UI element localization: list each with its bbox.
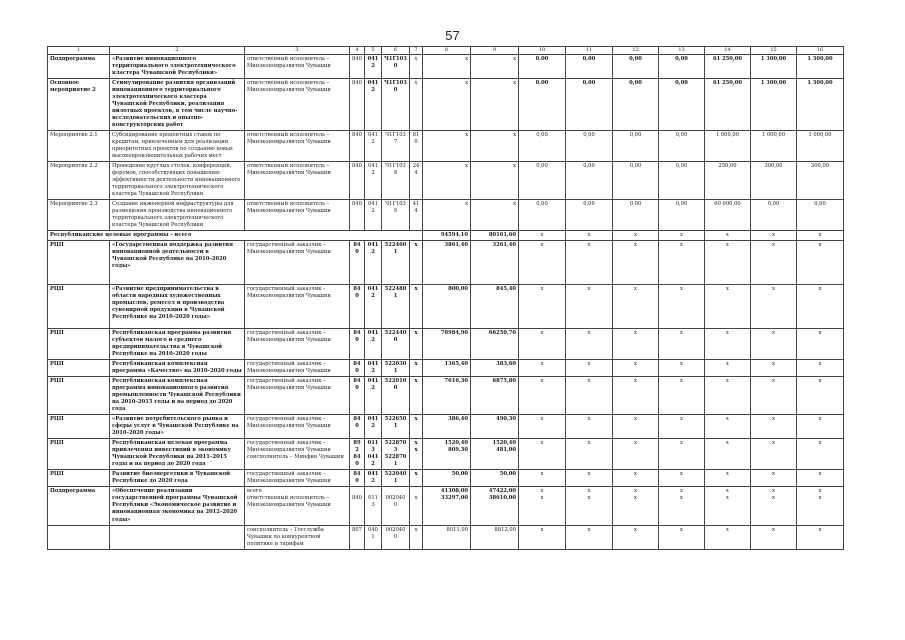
cell: 840: [350, 241, 365, 285]
cell: 0401: [365, 525, 382, 549]
table-row: [48, 525, 844, 549]
cell: х: [613, 285, 659, 329]
cell: х х: [659, 487, 705, 525]
cell: 0,00: [566, 130, 613, 161]
table-row: [48, 78, 844, 130]
cell: 80161,60: [471, 231, 519, 241]
cell: 5224601: [382, 241, 410, 285]
cell: х: [410, 285, 423, 329]
cell: х: [410, 415, 423, 439]
cell: 61 250,00: [705, 54, 751, 78]
cell: 47422,00 38610,00: [471, 487, 519, 525]
cell: 840: [350, 415, 365, 439]
cell: 1 300,00: [797, 78, 844, 130]
cell: 0,00: [566, 161, 613, 199]
cell: 94594,10: [423, 231, 471, 241]
cell: Республиканская комплексная программа инновационного развития промышленности Чувашской Республики на 2010–2015 годы и на период до 2020 года: [110, 377, 245, 415]
cell: 1520,40 481,00: [471, 439, 519, 470]
column-number-9: 9: [471, 47, 519, 55]
cell: Субсидирование процентных ставок по кредитам, привлеченным для реализации приоритетных проектов по созданию новых высокопроизводительных рабочих мест: [110, 130, 245, 161]
cell: 840: [350, 470, 365, 487]
cell: х: [519, 360, 566, 377]
cell: х: [613, 329, 659, 360]
cell: х: [519, 285, 566, 329]
cell: РЦП: [48, 329, 110, 360]
cell: 0,00: [519, 161, 566, 199]
cell: х: [659, 285, 705, 329]
cell: х: [410, 241, 423, 285]
cell: Республиканская программа развития субъектов малого и среднего предпринимательства в Чувашской Республике на 2010–2020 годы: [110, 329, 245, 360]
cell: х: [797, 470, 844, 487]
cell: 0,00: [566, 54, 613, 78]
cell: 840: [350, 285, 365, 329]
cell: 490,30: [471, 415, 519, 439]
cell: х х: [519, 487, 566, 525]
cell: 0412: [365, 360, 382, 377]
table-body: [48, 47, 844, 550]
cell: х: [423, 130, 471, 161]
cell: х: [797, 415, 844, 439]
cell: 1365,40: [423, 360, 471, 377]
cell: х: [566, 377, 613, 415]
cell: 0412: [365, 78, 382, 130]
cell: 0,00: [613, 161, 659, 199]
cell: 1 000,00: [797, 130, 844, 161]
cell: х: [797, 439, 844, 470]
cell: 0020400: [382, 525, 410, 549]
cell: х: [613, 470, 659, 487]
cell: х: [659, 360, 705, 377]
table-row: [48, 231, 844, 241]
cell: х: [797, 329, 844, 360]
cell: 78984,90: [423, 329, 471, 360]
cell: х: [613, 231, 659, 241]
cell: 0,00: [659, 54, 705, 78]
cell: Проведение круглых столов, конференций, форумов, способствующих повышению эффективности деятельности инновационного территориального электротехнического кластера Чувашской Республики: [110, 161, 245, 199]
cell: 0412: [365, 470, 382, 487]
cell: 0,00: [613, 78, 659, 130]
cell: Республиканская целевая программа привлечения инвестиций в экономику Чувашской Республики на 2011–2015 годы и на период до 2020 года: [110, 439, 245, 470]
cell: х: [566, 329, 613, 360]
cell: 0412: [365, 241, 382, 285]
cell: 800,00: [423, 285, 471, 329]
cell: Мероприятие 2.1: [48, 130, 110, 161]
cell: х: [705, 360, 751, 377]
cell: х: [410, 377, 423, 415]
cell: х: [423, 161, 471, 199]
cell: 0412: [365, 285, 382, 329]
cell: 840: [350, 54, 365, 78]
cell: 0,00: [519, 200, 566, 231]
cell: ответственный исполнитель – Минэкономразвития Чувашии: [245, 54, 350, 78]
cell: х: [705, 415, 751, 439]
column-number-10: 10: [519, 47, 566, 55]
cell: х: [519, 470, 566, 487]
cell: 807: [350, 525, 365, 549]
cell: «Развитие инновационного территориального электротехнического кластера Чувашской Республики»: [110, 54, 245, 78]
cell: 0113 0412: [365, 439, 382, 470]
column-number-16: 16: [797, 47, 844, 55]
cell: 0,00: [659, 161, 705, 199]
cell: х: [519, 329, 566, 360]
cell: х: [566, 525, 613, 549]
cell: х: [705, 470, 751, 487]
cell: государственный заказчик – Минэкономразвития Чувашии: [245, 470, 350, 487]
cell: 845,40: [471, 285, 519, 329]
cell: 300,00: [797, 161, 844, 199]
cell: х: [613, 439, 659, 470]
column-number-7: 7: [410, 47, 423, 55]
cell: х: [423, 54, 471, 78]
header-row: [48, 47, 844, 55]
cell: х: [519, 439, 566, 470]
cell: 810: [410, 130, 423, 161]
cell: 1 000,00: [751, 130, 797, 161]
cell: ответственный исполнитель – Минэкономразвития Чувашии: [245, 78, 350, 130]
cell: 840: [350, 78, 365, 130]
cell: х: [751, 241, 797, 285]
cell: х: [659, 377, 705, 415]
cell: 5224801: [382, 285, 410, 329]
cell: [48, 525, 110, 549]
cell: 1 300,00: [751, 54, 797, 78]
cell: х: [566, 470, 613, 487]
cell: 8011,00: [423, 525, 471, 549]
cell: 60 000,00: [705, 200, 751, 231]
cell: х х: [566, 487, 613, 525]
cell: х: [613, 377, 659, 415]
cell: 840: [350, 360, 365, 377]
cell: 892 840: [350, 439, 365, 470]
cell: х: [659, 525, 705, 549]
table-row: [48, 285, 844, 329]
cell: х: [613, 415, 659, 439]
cell: х: [659, 415, 705, 439]
cell: РЦП: [48, 360, 110, 377]
cell: х: [566, 285, 613, 329]
cell: РЦП: [48, 470, 110, 487]
page-number: 57: [445, 28, 460, 43]
cell: 0,00: [659, 200, 705, 231]
cell: х: [705, 329, 751, 360]
cell: 5226501: [382, 415, 410, 439]
cell: х: [613, 525, 659, 549]
cell: Мероприятие 2.3: [48, 200, 110, 231]
cell: х: [471, 200, 519, 231]
cell: х х: [751, 487, 797, 525]
cell: 6875,80: [471, 377, 519, 415]
cell: Подпрограмма: [48, 54, 110, 78]
cell: Ч1Г1038: [382, 161, 410, 199]
table-row: [48, 439, 844, 470]
cell: государственный заказчик – Минэкономразвития Чувашии: [245, 415, 350, 439]
cell: РЦП: [48, 241, 110, 285]
cell: 0,00: [519, 78, 566, 130]
cell: 3861,40: [423, 241, 471, 285]
cell: 840: [350, 487, 365, 525]
cell: х: [519, 231, 566, 241]
cell: 840: [350, 377, 365, 415]
cell: ответственный исполнитель – Минэкономразвития Чувашии: [245, 130, 350, 161]
table-row: [48, 487, 844, 525]
cell: 7616,30: [423, 377, 471, 415]
table-row: [48, 130, 844, 161]
cell: 5228703 5228701: [382, 439, 410, 470]
cell: 414: [410, 200, 423, 231]
cell: х: [751, 525, 797, 549]
merged-label-cell: Республиканские целевые программы – всего: [48, 231, 423, 241]
cell: 0412: [365, 161, 382, 199]
cell: х: [471, 130, 519, 161]
cell: х: [751, 231, 797, 241]
cell: РЦП: [48, 415, 110, 439]
cell: х: [705, 439, 751, 470]
cell: 0,00: [797, 200, 844, 231]
cell: 1520,40 809,30: [423, 439, 471, 470]
cell: Ч1Г1030: [382, 54, 410, 78]
cell: 840: [350, 130, 365, 161]
cell: 0,00: [613, 200, 659, 231]
cell: 8812,00: [471, 525, 519, 549]
cell: х: [659, 329, 705, 360]
cell: РЦП: [48, 439, 110, 470]
cell: х: [410, 54, 423, 78]
cell: 250,00: [705, 161, 751, 199]
cell: 5220401: [382, 470, 410, 487]
cell: 0,00: [566, 78, 613, 130]
cell: ответственный исполнитель – Минэкономразвития Чувашии: [245, 200, 350, 231]
cell: х: [705, 285, 751, 329]
cell: х: [566, 231, 613, 241]
table-row: [48, 241, 844, 285]
cell: х: [613, 241, 659, 285]
table-row: [48, 329, 844, 360]
column-number-4: 4: [350, 47, 365, 55]
cell: 50,00: [423, 470, 471, 487]
cell: 0412: [365, 130, 382, 161]
cell: 244: [410, 161, 423, 199]
cell: 0412: [365, 329, 382, 360]
cell: х: [751, 377, 797, 415]
cell: 840: [350, 329, 365, 360]
cell: х: [423, 200, 471, 231]
cell: 840: [350, 161, 365, 199]
cell: х: [797, 377, 844, 415]
cell: 0,00: [613, 54, 659, 78]
cell: х: [519, 377, 566, 415]
cell: 0,00: [566, 200, 613, 231]
cell: 5220100: [382, 377, 410, 415]
cell: х: [410, 329, 423, 360]
cell: государственный заказчик – Минэкономразвития Чувашии: [245, 329, 350, 360]
cell: х: [705, 377, 751, 415]
column-number-15: 15: [751, 47, 797, 55]
column-number-2: 2: [110, 47, 245, 55]
cell: 5224400: [382, 329, 410, 360]
cell: х: [751, 439, 797, 470]
cell: х х: [613, 487, 659, 525]
cell: 1 000,00: [705, 130, 751, 161]
cell: Основное мероприятие 2: [48, 78, 110, 130]
budget-table: [47, 46, 844, 550]
column-number-13: 13: [659, 47, 705, 55]
cell: х: [659, 439, 705, 470]
cell: х: [410, 487, 423, 525]
cell: «Развитие предпринимательства в области народных художественных промыслов, ремесел и производства сувенирной продукции в Чувашской Республике на 2010–2020 годы»: [110, 285, 245, 329]
cell: х: [423, 78, 471, 130]
cell: х: [519, 415, 566, 439]
column-number-1: 1: [48, 47, 110, 55]
cell: х: [471, 54, 519, 78]
cell: 0412: [365, 200, 382, 231]
cell: Республиканская комплексная программа «Качество» на 2010–2020 годы: [110, 360, 245, 377]
cell: 1 300,00: [751, 78, 797, 130]
cell: х: [566, 360, 613, 377]
cell: х: [797, 360, 844, 377]
cell: государственный заказчик – Минэкономразвития Чувашии: [245, 241, 350, 285]
cell: х: [410, 78, 423, 130]
column-number-6: 6: [382, 47, 410, 55]
cell: х: [659, 231, 705, 241]
cell: Подпрограмма: [48, 487, 110, 525]
column-number-5: 5: [365, 47, 382, 55]
cell: х: [410, 525, 423, 549]
cell: х: [410, 360, 423, 377]
cell: [110, 525, 245, 549]
cell: х х: [705, 487, 751, 525]
cell: 0,00: [613, 130, 659, 161]
cell: 0412: [365, 377, 382, 415]
cell: «Обеспечение реализации государственной программы Чувашской Республики «Экономическое развитие и инновационная экономика на 2012–2020 годы»: [110, 487, 245, 525]
cell: 0412: [365, 54, 382, 78]
cell: 50,00: [471, 470, 519, 487]
cell: х х: [797, 487, 844, 525]
cell: х: [751, 470, 797, 487]
table-row: [48, 161, 844, 199]
cell: 300,00: [751, 161, 797, 199]
cell: 386,40: [423, 415, 471, 439]
cell: х: [410, 470, 423, 487]
cell: х: [613, 360, 659, 377]
cell: х: [566, 241, 613, 285]
cell: х: [566, 439, 613, 470]
cell: Ч1Г1030: [382, 78, 410, 130]
cell: х: [471, 161, 519, 199]
cell: х: [471, 78, 519, 130]
table-row: [48, 415, 844, 439]
cell: 66250,70: [471, 329, 519, 360]
cell: х: [705, 241, 751, 285]
cell: Стимулирование развития организаций инновационного территориального электротехнического кластера Чувашской Республики, реализация пилотных проектов, в том числе научно-исследовательских и опытно-конструкторских работ: [110, 78, 245, 130]
cell: х: [519, 525, 566, 549]
cell: 840: [350, 200, 365, 231]
column-number-11: 11: [566, 47, 613, 55]
cell: «Развитие потребительского рынка и сферы услуг в Чувашской Республике на 2010–2020 годы»: [110, 415, 245, 439]
cell: 0,00: [751, 200, 797, 231]
table-row: [48, 377, 844, 415]
cell: государственный заказчик – Минэкономразвития Чувашии: [245, 360, 350, 377]
cell: х: [797, 525, 844, 549]
cell: 0,00: [659, 130, 705, 161]
cell: Развитие биоэнергетики в Чувашской Республике до 2020 года: [110, 470, 245, 487]
cell: Создание инженерной инфраструктуры для размещения производства инновационного территориального электротехнического кластера Чувашской Республики: [110, 200, 245, 231]
cell: РЦП: [48, 377, 110, 415]
cell: х: [751, 415, 797, 439]
cell: государственный заказчик – Минэкономразвития Чувашии: [245, 285, 350, 329]
cell: «Государственная поддержка развития инновационной деятельности в Чувашской Республике на 2010–2020 годы»: [110, 241, 245, 285]
cell: х: [751, 329, 797, 360]
table-row: [48, 200, 844, 231]
cell: Ч1Г1037: [382, 130, 410, 161]
cell: х: [519, 241, 566, 285]
cell: ответственный исполнитель – Минэкономразвития Чувашии: [245, 161, 350, 199]
cell: х: [797, 231, 844, 241]
column-number-3: 3: [245, 47, 350, 55]
cell: 0,00: [659, 78, 705, 130]
cell: 1 300,00: [797, 54, 844, 78]
cell: х х: [410, 439, 423, 470]
cell: 383,60: [471, 360, 519, 377]
cell: государственный заказчик – Минэкономразвития Чувашии: [245, 377, 350, 415]
cell: 41308,00 33297,00: [423, 487, 471, 525]
cell: х: [751, 360, 797, 377]
table-row: [48, 470, 844, 487]
cell: 3261,40: [471, 241, 519, 285]
cell: 61 250,00: [705, 78, 751, 130]
cell: 0412: [365, 415, 382, 439]
cell: х: [705, 231, 751, 241]
column-number-14: 14: [705, 47, 751, 55]
cell: Ч1Г1039: [382, 200, 410, 231]
cell: 5220301: [382, 360, 410, 377]
cell: государственный заказчик – Минэкономразвития Чувашии соисполнитель – Минфин Чувашии: [245, 439, 350, 470]
table-row: [48, 54, 844, 78]
cell: соисполнитель – Госслужба Чувашии по конкурентной политике и тарифам: [245, 525, 350, 549]
cell: 0020400: [382, 487, 410, 525]
cell: 0,00: [519, 54, 566, 78]
table-row: [48, 360, 844, 377]
column-number-12: 12: [613, 47, 659, 55]
cell: х: [659, 470, 705, 487]
cell: всего ответственный исполнитель – Минэкономразвития Чувашии: [245, 487, 350, 525]
cell: х: [751, 285, 797, 329]
cell: РЦП: [48, 285, 110, 329]
cell: х: [566, 415, 613, 439]
column-number-8: 8: [423, 47, 471, 55]
cell: х: [797, 241, 844, 285]
cell: х: [705, 525, 751, 549]
cell: х: [797, 285, 844, 329]
cell: х: [659, 241, 705, 285]
cell: Мероприятие 2.2: [48, 161, 110, 199]
cell: 0,00: [519, 130, 566, 161]
cell: 0113: [365, 487, 382, 525]
